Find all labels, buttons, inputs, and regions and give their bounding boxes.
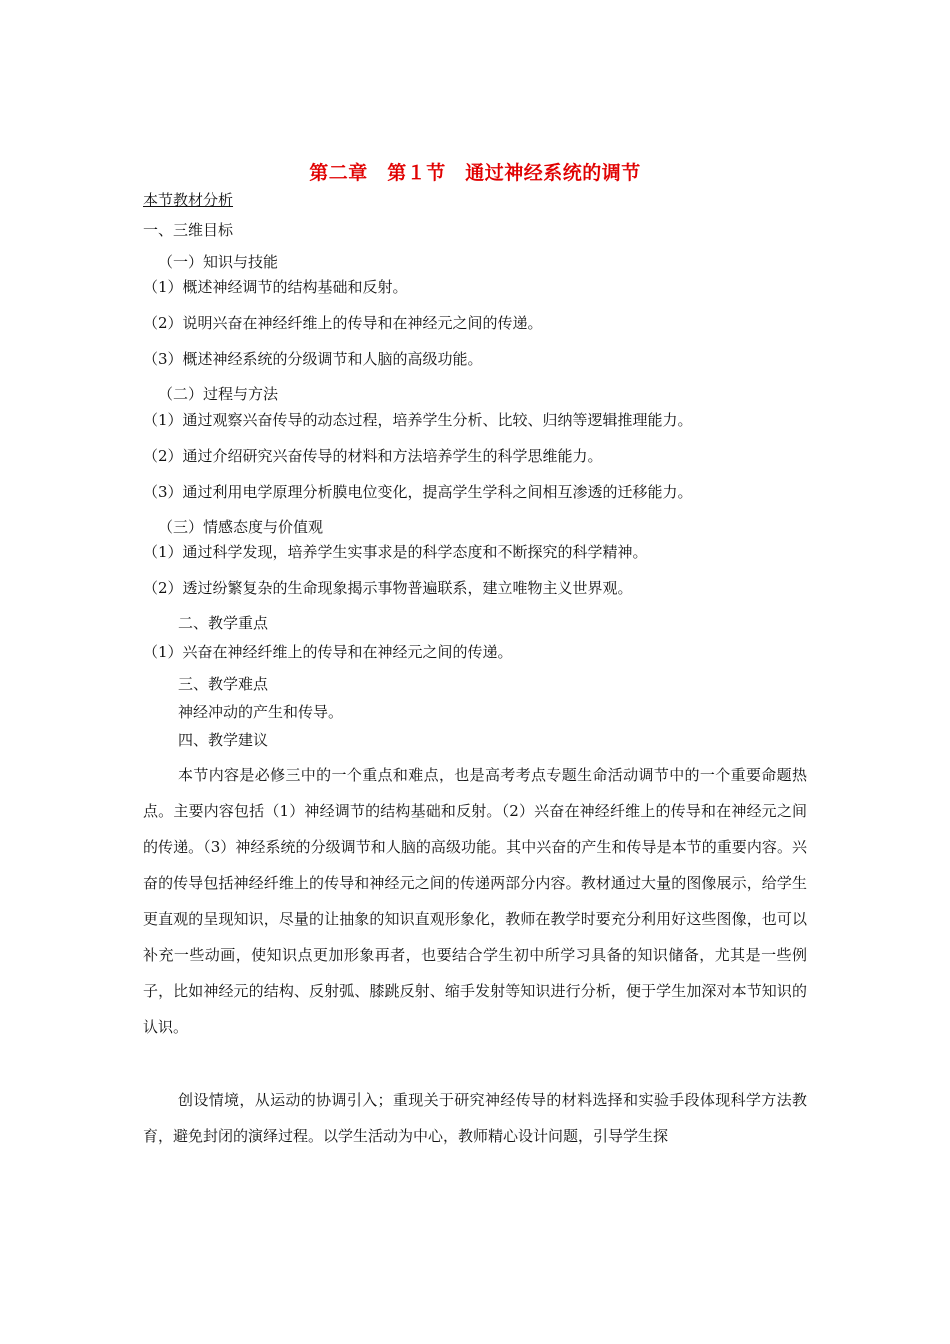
attitude-item-2: （2）透过纷繁复杂的生命现象揭示事物普遍联系，建立唯物主义世界观。 [143,579,633,597]
document-title: 第二章 第１节 通过神经系统的调节 [309,162,641,184]
knowledge-heading: （一）知识与技能 [158,253,279,271]
section-analysis-heading: 本节教材分析 [143,191,234,209]
attitude-item-1: （1）通过科学发现，培养学生实事求是的科学态度和不断探究的科学精神。 [143,543,648,561]
process-heading: （二）过程与方法 [158,385,279,403]
knowledge-item-3: （3）概述神经系统的分级调节和人脑的高级功能。 [143,350,483,368]
difficulties-text: 神经冲动的产生和传导。 [178,703,344,721]
suggestions-paragraph-2: 创设情境，从运动的协调引入；重现关于研究神经传导的材料选择和实验手段体现科学方法教育，避免封闭的演绎过程。以学生活动为中心，教师精心设计问题，引导学生探 [143,1091,807,1145]
knowledge-item-2: （2）说明兴奋在神经纤维上的传导和在神经元之间的传递。 [143,314,543,332]
key-points-item-1: （1）兴奋在神经纤维上的传导和在神经元之间的传递。 [143,643,513,661]
key-points-heading: 二、教学重点 [178,614,269,632]
suggestions-paragraph-1: 本节内容是必修三中的一个重点和难点，也是高考考点专题生命活动调节中的一个重要命题热点。主要内容包括（1）神经调节的结构基础和反射。（2）兴奋在神经纤维上的传导和在神经元之间的传递。（3）神经系统的分级调节和人脑的高级功能。其中兴奋的产生和传导是本节的重要内容。兴奋的传导包括神经纤维上的传导和神经元之间的传递两部分内容。教材通过大量的图像展示，给学生更直观的呈现知识，尽量的让抽象的知识直观形象化，教师在教学时要充分利用好这些图像，也可以补充一些动画，使知识点更加形象再者，也要结合学生初中所学习具备的知识储备，尤其是一些例子，比如神经元的结构、反射弧、膝跳反射、缩手发射等知识进行分析，便于学生加深对本节知识的认识。 [143,766,807,1036]
goals-heading: 一、三维目标 [143,221,234,239]
suggestions-heading: 四、教学建议 [178,731,269,749]
process-item-2: （2）通过介绍研究兴奋传导的材料和方法培养学生的科学思维能力。 [143,447,603,465]
difficulties-heading: 三、教学难点 [178,675,269,693]
process-item-3: （3）通过利用电学原理分析膜电位变化，提高学生学科之间相互渗透的迁移能力。 [143,483,693,501]
knowledge-item-1: （1）概述神经调节的结构基础和反射。 [143,278,408,296]
process-item-1: （1）通过观察兴奋传导的动态过程，培养学生分析、比较、归纳等逻辑推理能力。 [143,411,693,429]
attitude-heading: （三）情感态度与价值观 [158,518,324,536]
